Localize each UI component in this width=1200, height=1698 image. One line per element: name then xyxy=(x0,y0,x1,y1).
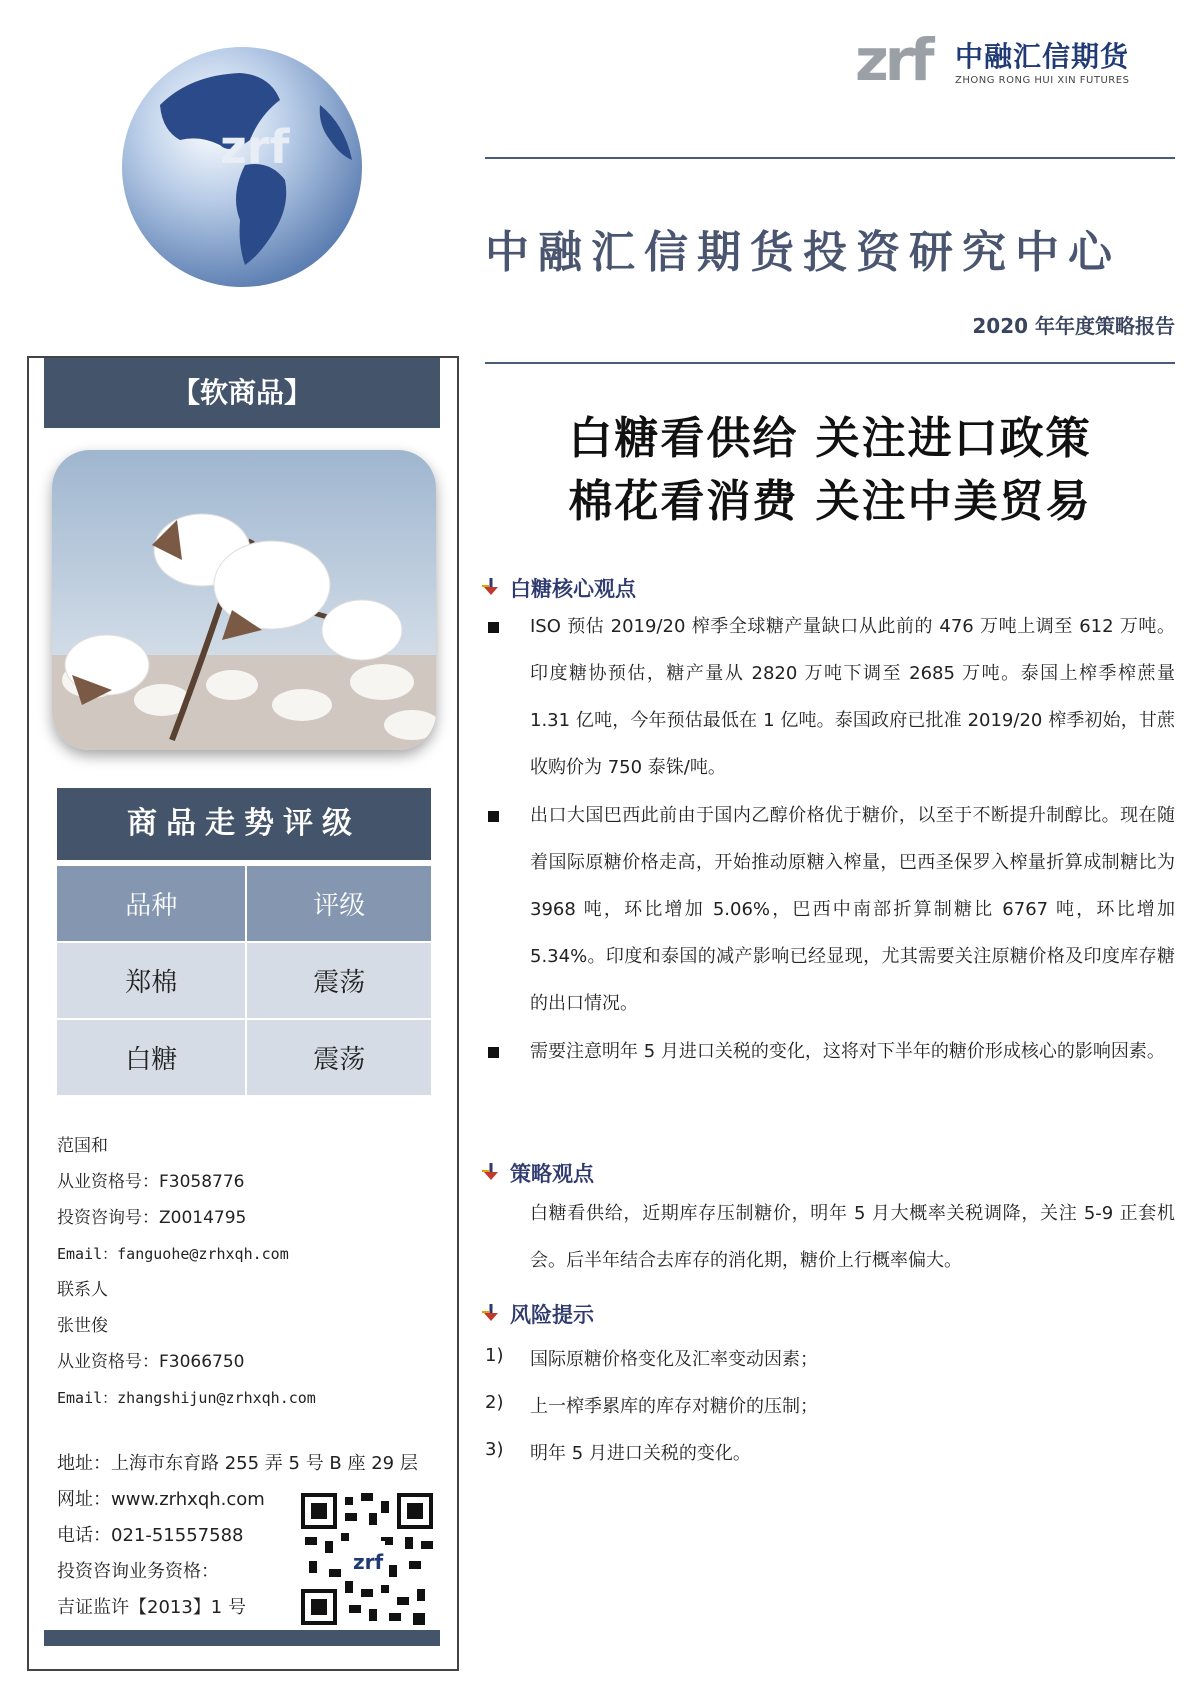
rating-title: 商品走势评级 xyxy=(57,788,431,860)
core-bullet-2: 出口大国巴西此前由于国内乙醇价格优于糖价，以至于不断提升制醇比。现在随着国际原糖价格走高，开始推动原糖入榨量，巴西圣保罗入榨量折算成制糖比为 3968 吨，环比增加 5.06%，巴西中南部折算制糖比 6767 吨，环比增加 5.34%。印度和泰国的减产影响已经显现，尤其需要关注原糖价格及印度库存糖的出口情况。 xyxy=(530,805,1175,1014)
section-title-risk: 风险提示 xyxy=(510,1303,594,1327)
report-type: 2020 年年度策略报告 xyxy=(972,314,1175,338)
section-title-core: 白糖核心观点 xyxy=(510,577,636,601)
section-title-strategy: 策略观点 xyxy=(510,1162,594,1186)
rating-table xyxy=(57,866,431,1097)
table-row xyxy=(57,943,431,1020)
bullet-marker xyxy=(488,811,499,822)
rating-cell-variety: 郑棉 xyxy=(57,943,247,1020)
top-divider xyxy=(485,157,1175,159)
contact-line: 从业资格号：F3058776 xyxy=(57,1172,245,1192)
phone-line: 电话：021-51557588 xyxy=(57,1525,244,1546)
contact-email[interactable]: Email：fanguohe@zrhxqh.com xyxy=(57,1245,289,1263)
headline-sugar: 白糖看供给 关注进口政策 xyxy=(568,413,1092,464)
bullet-marker xyxy=(488,1047,499,1058)
table-row xyxy=(57,1020,431,1097)
risk-item: 明年 5 月进口关税的变化。 xyxy=(530,1443,751,1464)
category-header: 【软商品】 xyxy=(44,358,440,428)
qr-code xyxy=(301,1493,433,1625)
qualification-line: 投资咨询业务资格： xyxy=(57,1561,219,1582)
core-bullet-3: 需要注意明年 5 月进口关税的变化，这将对下半年的糖价形成核心的影响因素。 xyxy=(530,1041,1165,1062)
analyst-contacts xyxy=(57,1128,447,1416)
bullet-marker xyxy=(488,622,499,633)
header-divider xyxy=(485,362,1175,364)
website-line[interactable]: 网址：www.zrhxqh.com xyxy=(57,1489,265,1510)
section-arrow-icon xyxy=(480,1302,502,1324)
address-line: 地址：上海市东育路 255 弄 5 号 B 座 29 层 xyxy=(57,1453,418,1474)
contact-line: 投资咨询号：Z0014795 xyxy=(57,1208,247,1228)
rating-table-header-row xyxy=(57,866,431,943)
contact-line: 联系人 xyxy=(57,1280,108,1300)
license-line: 吉证监许【2013】1 号 xyxy=(57,1597,246,1618)
logo-english-name: ZHONG RONG HUI XIN FUTURES xyxy=(955,75,1130,86)
risk-item: 上一榨季累库的库存对糖价的压制； xyxy=(530,1396,818,1417)
contact-line: 范国和 xyxy=(57,1136,108,1156)
logo-chinese-name: 中融汇信期货 xyxy=(955,40,1130,73)
cotton-photo xyxy=(52,450,436,750)
rating-cell-rating: 震荡 xyxy=(247,1020,431,1097)
globe-logo-mark: zrf xyxy=(220,120,290,174)
section-arrow-icon xyxy=(480,1161,502,1183)
rating-cell-rating: 震荡 xyxy=(247,943,431,1020)
sidebar-footer-bar xyxy=(44,1630,440,1646)
section-arrow-icon xyxy=(480,576,502,598)
risk-item: 国际原糖价格变化及汇率变动因素； xyxy=(530,1349,818,1370)
research-center-title: 中融汇信期货投资研究中心 xyxy=(485,227,1121,278)
logo-mark xyxy=(855,25,931,95)
risk-number: 2) xyxy=(485,1392,504,1413)
risk-number: 3) xyxy=(485,1439,504,1460)
qr-logo-mark: zrf xyxy=(353,1550,384,1574)
sidebar xyxy=(27,356,459,1671)
risk-number: 1) xyxy=(485,1345,504,1366)
company-logo xyxy=(855,25,1185,95)
contact-line: 张世俊 xyxy=(57,1316,108,1336)
strategy-text: 白糖看供给，近期库存压制糖价，明年 5 月大概率关税调降，关注 5-9 正套机会。后半年结合去库存的消化期，糖价上行概率偏大。 xyxy=(530,1203,1175,1271)
core-bullet-1: ISO 预估 2019/20 榨季全球糖产量缺口从此前的 476 万吨上调至 612 万吨。印度糖协预估，糖产量从 2820 万吨下调至 2685 万吨。泰国上榨季榨蔗量 1.31 亿吨，今年预估最低在 1 亿吨。泰国政府已批准 2019/20 榨季初始，甘蔗收购价为 750 泰铢/吨。 xyxy=(530,616,1175,778)
rating-cell-variety: 白糖 xyxy=(57,1020,247,1097)
globe-image xyxy=(120,45,365,290)
logo-mark-text: zrf xyxy=(855,26,931,94)
rating-header-rating: 评级 xyxy=(247,866,431,943)
contact-email[interactable]: Email：zhangshijun@zrhxqh.com xyxy=(57,1389,316,1407)
headline-cotton: 棉花看消费 关注中美贸易 xyxy=(568,476,1092,527)
contact-line: 从业资格号：F3066750 xyxy=(57,1352,245,1372)
rating-header-variety: 品种 xyxy=(57,866,247,943)
